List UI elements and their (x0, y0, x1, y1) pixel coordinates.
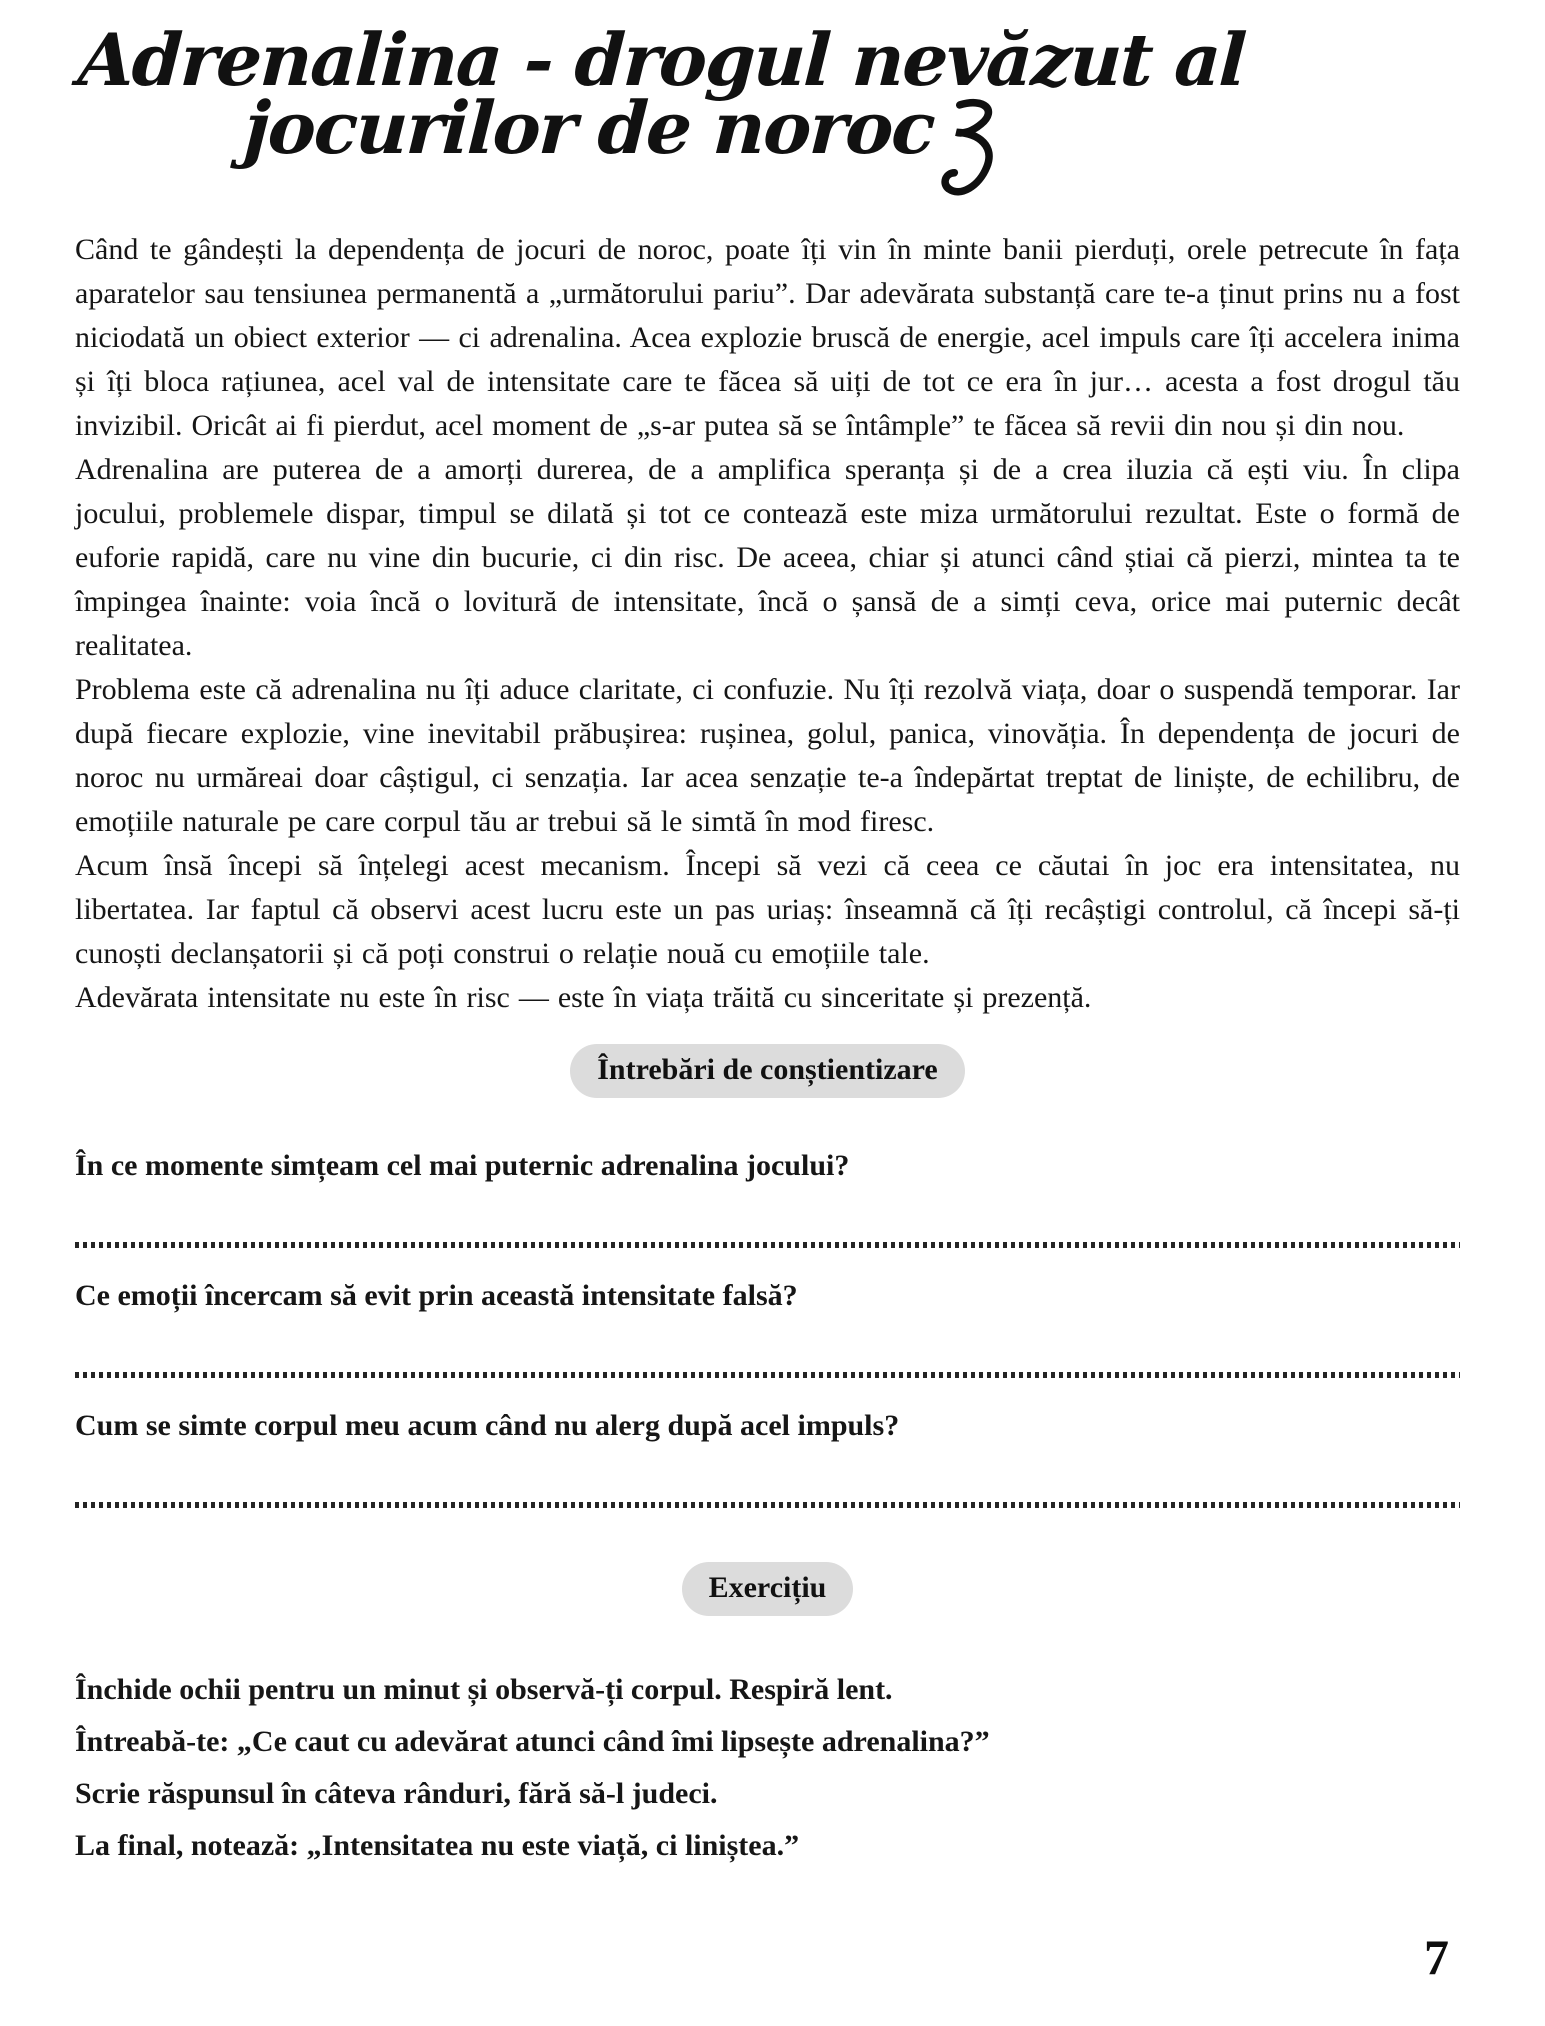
answer-line (75, 1502, 1460, 1508)
section-header-exercise: Exercițiu (682, 1562, 854, 1616)
section-header-questions: Întrebări de conștientizare (570, 1044, 965, 1098)
question-text: Cum se simte corpul meu acum când nu alerg după acel impuls? (75, 1409, 900, 1442)
exercise-line: Închide ochii pentru un minut și observă-ți corpul. Respiră lent. (75, 1673, 893, 1706)
intro-paragraphs (75, 228, 1460, 1020)
questions-section (75, 1144, 1460, 1508)
exercise-line: La final, notează: „Intensitatea nu este viață, ci liniștea.” (75, 1829, 800, 1862)
question-text: În ce momente simțeam cel mai puternic adrenalina jocului? (75, 1149, 850, 1182)
question-block (75, 1404, 1460, 1508)
answer-line (75, 1242, 1460, 1248)
question-text: Ce emoții încercam să evit prin această intensitate falsă? (75, 1279, 798, 1312)
page-title-line-2: jocurilor de noroc (241, 84, 936, 170)
exercise-line: Scrie răspunsul în câteva rânduri, fără să-l judeci. (75, 1777, 718, 1810)
page-number: 7 (1424, 1929, 1449, 1985)
exercise-line: Întreabă-te: „Ce caut cu adevărat atunci când îmi lipsește adrenalina?” (75, 1725, 990, 1758)
page-title-line-1: Adrenalina - drogul nevăzut al (76, 17, 1247, 102)
question-block (75, 1274, 1460, 1378)
paragraph: Problema este că adrenalina nu îți aduce claritate, ci confuzie. Nu îți rezolvă viața, doar o suspendă temporar. Iar după fiecare explozie, vine inevitabil prăbușirea: rușinea, golul, panica, vinovăția. În dependența de jocuri de noroc nu urmăreai doar câștigul, ci senzația. Iar acea senzație te-a îndepărtat treptat de liniște, de echilibru, de emoțiile naturale pe care corpul tău ar trebui să le simtă în mod firesc. (75, 673, 1460, 838)
question-block (75, 1144, 1460, 1248)
paragraph: Acum însă începi să înțelegi acest mecanism. Începi să vezi că ceea ce căutai în joc era intensitatea, nu libertatea. Iar faptul că observi acest lucru este un pas uriaș: înseamnă că îți recâștigi controlul, că începi să-ți cunoști declanșatorii și că poți construi o relație nouă cu emoțiile tale. (75, 849, 1460, 970)
title-block (75, 17, 1247, 198)
paragraph: Când te gândești la dependența de jocuri de noroc, poate îți vin în minte banii pierduți, orele petrecute în fața aparatelor sau tensiunea permanentă a „următorului pariu”. Dar adevărata substanță care te-a ținut prins nu a fost niciodată un obiect exterior — ci adrenalina. Acea explozie bruscă de energie, acel impuls care îți accelera inima și îți bloca rațiunea, acel val de intensitate care te făcea să uiți de tot ce era în jur… acesta a fost drogul tău invizibil. Oricât ai fi pierdut, acel moment de „s-ar putea să se întâmple” te făcea să revii din nou și din nou. (75, 233, 1460, 442)
paragraph: Adrenalina are puterea de a amorți durerea, de a amplifica speranța și de a crea iluzia că ești viu. În clipa jocului, problemele dispar, timpul se dilată și tot ce contează este miza următorului rezultat. Este o formă de euforie rapidă, care nu vine din bucurie, ci din risc. De aceea, chiar și atunci când știai că pierzi, mintea ta te împingea înainte: voia încă o lovitură de intensitate, încă o șansă de a simți ceva, orice mai puternic decât realitatea. (75, 453, 1460, 662)
workbook-page (0, 17, 1545, 2026)
calligraphic-flourish-icon (935, 95, 1008, 220)
page-title (70, 17, 1247, 219)
questions-header-row (75, 1044, 1460, 1098)
answer-line (75, 1372, 1460, 1378)
exercise-header-row (75, 1562, 1460, 1616)
paragraph: Adevărata intensitate nu este în risc — este în viața trăită cu sinceritate și prezență. (75, 981, 1092, 1014)
exercise-section (75, 1664, 1460, 1872)
